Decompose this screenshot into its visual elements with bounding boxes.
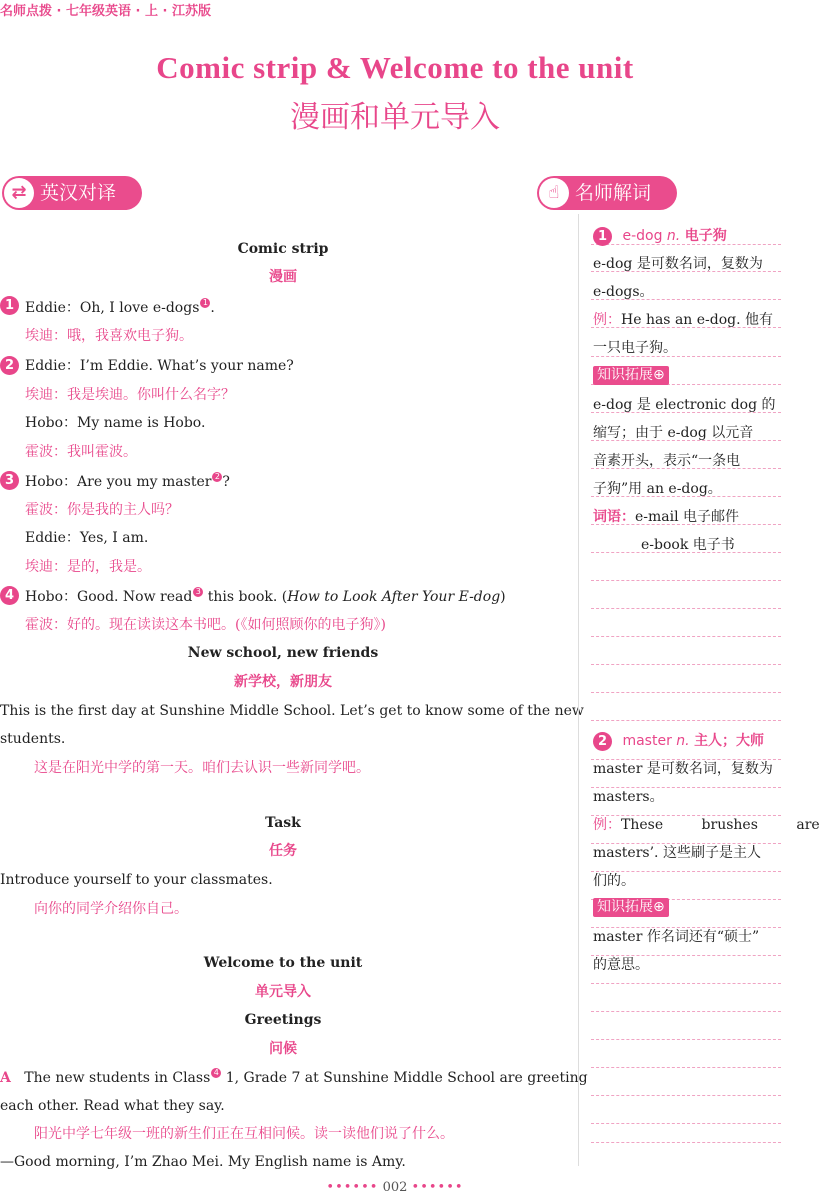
dialog-text: I’m Eddie. What’s your name? <box>79 358 294 374</box>
page-number: 002 <box>382 1180 408 1195</box>
words-label: 词语： <box>593 509 635 525</box>
note-text: masters。 <box>593 789 664 805</box>
item-number: 3 <box>0 471 19 490</box>
rule-line <box>591 1142 781 1143</box>
note-text: master 是可数名词，复数为 <box>593 761 773 777</box>
note-text: e-dog 是可数名词，复数为 <box>593 256 763 272</box>
tap-hand-icon: ☝ <box>539 178 569 208</box>
rule-line <box>591 1067 781 1068</box>
footer-dots: •••••• <box>326 1180 379 1195</box>
section-label-vocab: 名师解词 <box>575 182 652 204</box>
dialog-text: Oh, I love e-dogs <box>79 300 200 316</box>
note-text: 音素开头，表示“一条电 <box>593 453 741 469</box>
section-pill-vocab <box>537 176 677 210</box>
speaker: Eddie <box>25 530 66 546</box>
item-number: 1 <box>0 296 19 315</box>
note-text: 的意思。 <box>593 957 649 973</box>
dialog-translation: 霍波：我叫霍波。 <box>25 444 137 460</box>
unit-title-chinese: 漫画和单元导入 <box>290 100 500 135</box>
note-meaning: 主人；大师 <box>694 733 765 749</box>
note-pos: n. <box>666 228 681 244</box>
note-words: 词语：e-mail 电子邮件 <box>593 509 740 525</box>
translate-arrows-icon: ⇄ <box>4 178 34 208</box>
dialog-translation: 埃迪：是的，我是。 <box>25 559 151 575</box>
paragraph-line: students. <box>0 731 66 747</box>
dialog-translation: 埃迪：哦，我喜欢电子狗。 <box>25 328 193 344</box>
note-number: 1 <box>593 227 612 246</box>
speaker: Hobo <box>25 474 64 490</box>
footnote-marker: 3 <box>193 587 203 597</box>
note-number: 2 <box>593 732 612 751</box>
rule-line <box>591 1011 781 1012</box>
exercise-label: A <box>0 1070 11 1086</box>
example-label: 例： <box>593 817 621 833</box>
dialog-text: My name is Hobo. <box>77 415 206 431</box>
dialog-line: Eddie：Oh, I love e-dogs $^1$ . <box>25 298 215 316</box>
rule-line <box>591 720 781 721</box>
speaker: Hobo <box>25 589 64 605</box>
new-school-heading-cn: 新学校，新朋友 <box>234 674 332 690</box>
comic-heading-cn: 漫画 <box>269 269 297 285</box>
paragraph-translation: 这是在阳光中学的第一天。咱们去认识一些新同学吧。 <box>34 760 370 776</box>
rule-line <box>591 692 781 693</box>
book-title: How to Look After Your E-dog <box>287 589 501 605</box>
note-heading-master <box>593 732 764 751</box>
exercise-a-translation: 阳光中学七年级一班的新生们正在互相问候。读一读他们说了什么。 <box>34 1126 454 1142</box>
note-text: e-dog 是 electronic dog 的 <box>593 397 776 413</box>
example-label: 例： <box>593 312 621 328</box>
rule-line <box>591 664 781 665</box>
header-series-tag: 名师点拨 · 七年级英语 · 上 · 江苏版 <box>0 4 211 19</box>
note-text: 子狗”用 an e-dog。 <box>593 481 722 497</box>
note-word: e-dog <box>622 228 663 244</box>
item-number: 4 <box>0 586 19 605</box>
note-text: master 作名词还有“硕士” <box>593 929 760 945</box>
knowledge-extension-tag: 知识拓展⊕ <box>593 898 669 917</box>
rule-line <box>591 1123 781 1124</box>
column-divider <box>578 214 579 1166</box>
dialog-translation: 霍波：你是我的主人吗？ <box>25 502 179 518</box>
dialog-translation: 霍波：好的。现在读读这本书吧。(《如何照顾你的电子狗》) <box>25 617 386 633</box>
exercise-a-line: each other. Read what they say. <box>0 1098 225 1114</box>
welcome-heading-cn: 单元导入 <box>255 984 311 1000</box>
note-text: e-book 电子书 <box>641 537 735 553</box>
speaker: Eddie <box>25 300 66 316</box>
speaker: Eddie <box>25 358 66 374</box>
dialog-line: Eddie：I’m Eddie. What’s your name? <box>25 358 294 374</box>
note-heading-edog <box>593 227 727 246</box>
dialog-text: Are you my master <box>77 474 212 490</box>
rule-line <box>591 1039 781 1040</box>
greetings-heading-cn: 问候 <box>269 1041 297 1057</box>
note-text: 们的。 <box>593 873 635 889</box>
exercise-a-line: A The new students in Class $^4$ 1, Grade 7 at Sunshine Middle School are greeting <box>0 1068 588 1086</box>
greetings-heading-en: Greetings <box>244 1012 322 1028</box>
rule-line <box>591 983 781 984</box>
dialog-line: Hobo：Are you my master $^2$ ? <box>25 472 230 490</box>
note-text: 一只电子狗。 <box>593 340 677 356</box>
note-meaning: 电子狗 <box>684 228 727 244</box>
note-text: 缩写；由于 e-dog 以元音 <box>593 425 754 441</box>
welcome-heading-en: Welcome to the unit <box>203 955 363 971</box>
comic-heading-en: Comic strip <box>237 241 329 257</box>
rule-line <box>591 1095 781 1096</box>
rule-line <box>591 580 781 581</box>
note-word: master <box>622 733 672 749</box>
dialog-line: Hobo：Good. Now read $^3$ this book. (How to Look After Your E-dog) <box>25 587 506 605</box>
rule-line <box>591 608 781 609</box>
note-text: e-dogs。 <box>593 284 654 300</box>
page-number-footer <box>0 1180 790 1195</box>
dialog-line: —Good morning, I’m Zhao Mei. My English name is Amy. <box>0 1154 406 1170</box>
paragraph-line: This is the first day at Sunshine Middle School. Let’s get to know some of the new <box>0 703 584 719</box>
section-label-translation: 英汉对译 <box>40 182 117 204</box>
footnote-marker: 2 <box>212 472 222 482</box>
note-example: 例：He has an e-dog. 他有 <box>593 312 774 328</box>
task-text: Introduce yourself to your classmates. <box>0 872 273 888</box>
vocab-notes-panel <box>591 214 820 1164</box>
footer-dots: •••••• <box>411 1180 464 1195</box>
rule-line <box>591 636 781 637</box>
knowledge-extension-tag: 知识拓展⊕ <box>593 366 669 385</box>
dialog-line: Hobo：My name is Hobo. <box>25 415 206 431</box>
new-school-heading-en: New school, new friends <box>187 645 379 661</box>
unit-title-english: Comic strip & Welcome to the unit <box>156 50 634 85</box>
speaker: Hobo <box>25 415 64 431</box>
section-pill-translation <box>2 176 142 210</box>
note-example: 例：These brushes are <box>593 817 820 833</box>
footnote-marker: 1 <box>200 298 210 308</box>
note-text: masters’. 这些刷子是主人 <box>593 845 761 861</box>
dialog-translation: 埃迪：我是埃迪。你叫什么名字？ <box>25 387 235 403</box>
task-translation: 向你的同学介绍你自己。 <box>34 901 188 917</box>
task-heading-en: Task <box>265 815 301 831</box>
note-pos: n. <box>676 733 690 749</box>
footnote-marker: 4 <box>211 1068 221 1078</box>
task-heading-cn: 任务 <box>269 843 297 859</box>
dialog-line: Eddie：Yes, I am. <box>25 530 149 546</box>
item-number: 2 <box>0 356 19 375</box>
dialog-text: Yes, I am. <box>79 530 149 546</box>
